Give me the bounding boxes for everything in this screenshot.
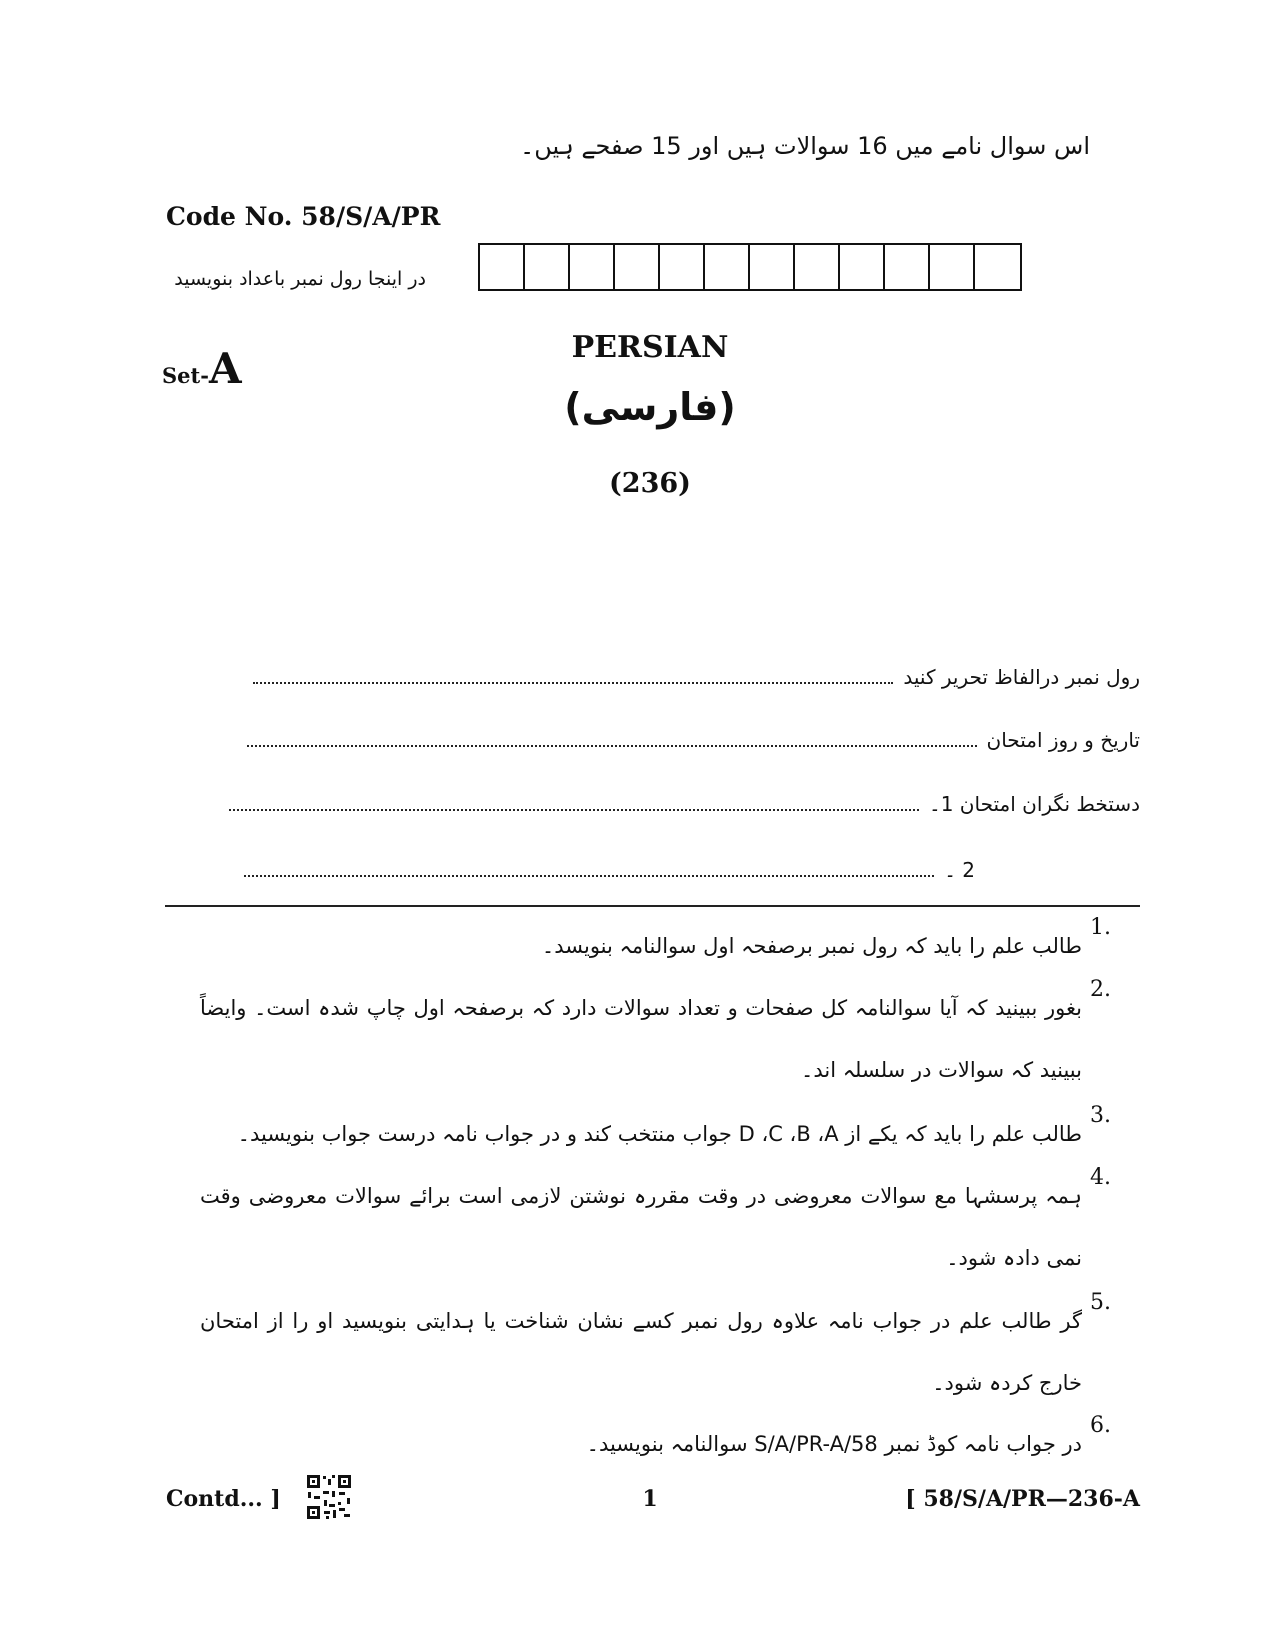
instruction-item — [200, 915, 1140, 977]
code-number: Code No. 58/S/A/PR — [166, 202, 441, 231]
header-intro-line: اس سوال نامے میں 16 سوالات ہیں اور 15 صفحے ہیں۔ — [520, 132, 1090, 160]
field-label: دستخط نگران امتحان 1۔ — [928, 792, 1140, 816]
field-label: تاریخ و روز امتحان — [986, 728, 1140, 752]
roll-box[interactable] — [570, 245, 615, 289]
instruction-number: 3. — [1090, 1103, 1111, 1128]
roll-number-boxes — [478, 243, 1022, 291]
fill-line[interactable] — [244, 861, 934, 877]
roll-box[interactable] — [615, 245, 660, 289]
instruction-number: 4. — [1090, 1165, 1111, 1190]
instruction-text: گر طالب علم در جواب نامہ علاوہ رول نمبر کسے نشان شناخت یا ہدایتی بنویسید او را از امتحان خارج کردہ شود۔ — [200, 1309, 1082, 1395]
instruction-number: 6. — [1090, 1413, 1111, 1438]
fill-line[interactable] — [253, 668, 893, 684]
roll-box[interactable] — [840, 245, 885, 289]
roll-box[interactable] — [660, 245, 705, 289]
fill-line[interactable] — [247, 731, 977, 747]
subject-code: (236) — [609, 468, 691, 499]
instruction-text: بغور ببینید کہ آیا سوالنامہ کل صفحات و تعداد سوالات دارد کہ برصفحہ اول چاپ شدہ است۔ وایضاً ببینید کہ سوالات در سلسلہ اند۔ — [200, 996, 1082, 1082]
instruction-text: طالب علم را باید کہ یکے از D ،C ،B ،A جواب منتخب کند و در جواب نامہ درست جواب بنویسید۔ — [237, 1122, 1082, 1146]
roll-box[interactable] — [525, 245, 570, 289]
page-number: 1 — [642, 1486, 658, 1512]
subject-title-persian: (فارسی) — [564, 385, 736, 429]
roll-box[interactable] — [975, 245, 1020, 289]
footer-code: [ 58/S/A/PR—236-A — [905, 1486, 1140, 1512]
footer-continued: Contd... ] — [166, 1486, 281, 1512]
instruction-item — [200, 1290, 1140, 1414]
roll-box[interactable] — [795, 245, 840, 289]
field-exam-date — [237, 728, 1141, 752]
instruction-text: در جواب نامہ کوڈ نمبر 58/S/A/PR-A سوالنامہ بنویسید۔ — [586, 1432, 1082, 1456]
instruction-text: طالب علم را باید کہ رول نمبر برصفحہ اول سوالنامہ بنویسد۔ — [541, 934, 1082, 958]
instruction-number: 1. — [1090, 915, 1111, 940]
section-divider — [165, 905, 1140, 907]
field-roll-in-words — [243, 665, 1140, 689]
instruction-item — [200, 1103, 1140, 1165]
instruction-item — [200, 1413, 1140, 1475]
instruction-item — [200, 977, 1140, 1101]
roll-number-label: در اینجا رول نمبر باعداد بنویسید — [174, 268, 426, 290]
field-invigilator-2 — [234, 858, 975, 882]
roll-box[interactable] — [930, 245, 975, 289]
instruction-text: ہمہ پرسشہا مع سوالات معروضی در وقت مقررہ نوشتن لازمی است برائے سوالات معروضی وقت نمی دادہ شود۔ — [200, 1184, 1082, 1270]
roll-box[interactable] — [885, 245, 930, 289]
roll-box[interactable] — [480, 245, 525, 289]
subject-title-english: PERSIAN — [571, 330, 729, 365]
set-letter: A — [208, 344, 242, 393]
set-prefix: Set- — [162, 363, 209, 388]
fill-line[interactable] — [229, 795, 919, 811]
instruction-number: 2. — [1090, 977, 1111, 1002]
roll-box[interactable] — [750, 245, 795, 289]
instruction-item — [200, 1165, 1140, 1289]
field-label: رول نمبر درالفاظ تحریر کنید — [903, 665, 1140, 689]
instruction-number: 5. — [1090, 1290, 1111, 1315]
field-invigilator-1 — [219, 792, 1140, 816]
field-label: 2 ۔ — [944, 858, 975, 882]
roll-box[interactable] — [705, 245, 750, 289]
